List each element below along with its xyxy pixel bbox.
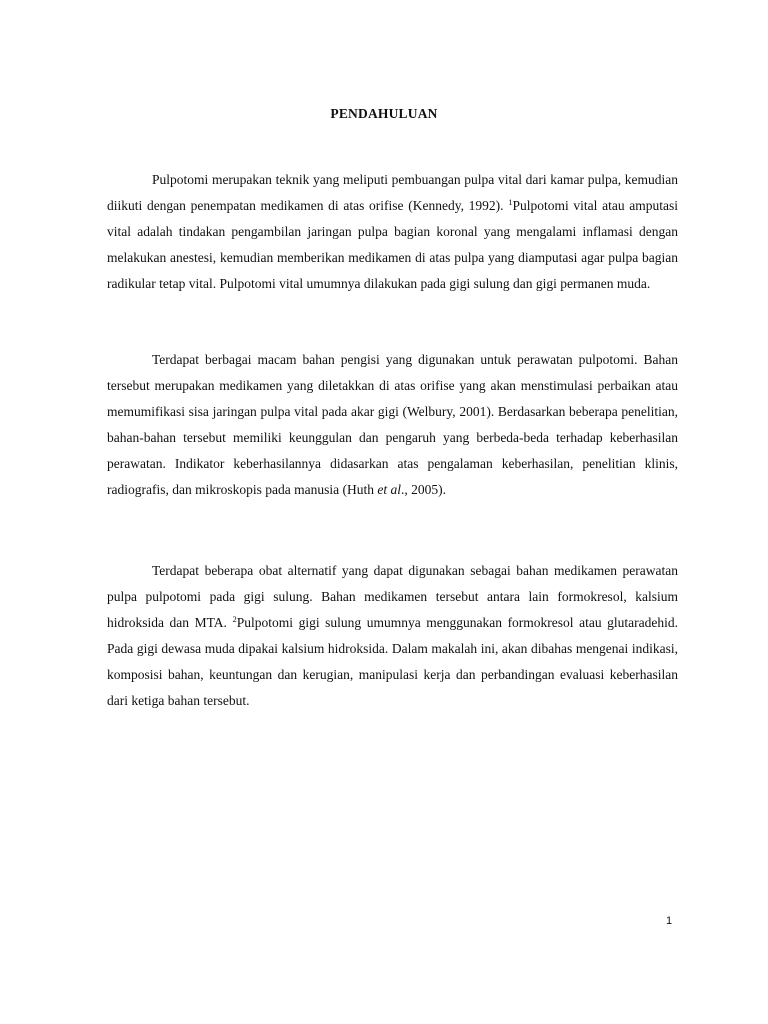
paragraph-1-text-a: Pulpotomi merupakan teknik yang meliputi pembuangan pulpa vital dari kamar pulpa, kemudian diikuti dengan penempatan medikamen di atas orifise (Kennedy, 1992). xyxy=(107,172,678,213)
reference-marker-1: 1 xyxy=(508,197,513,207)
paragraph-3 xyxy=(107,558,678,714)
paragraph-1-text-b: Pulpotomi vital atau amputasi vital adalah tindakan pengambilan jaringan pulpa bagian koronal yang mengalami inflamasi dengan melakukan anestesi, kemudian memberikan medikamen di atas pulpa yang diamputasi agar pulpa bagian radikular tetap vital. Pulpotomi vital umumnya dilakukan pada gigi sulung dan gigi permanen muda. xyxy=(107,198,678,291)
paragraph-2-text-b: ., 2005). xyxy=(400,482,446,497)
paragraph-2-text-a: Terdapat berbagai macam bahan pengisi yang digunakan untuk perawatan pulpotomi. Bahan tersebut merupakan medikamen yang diletakkan di atas orifise yang akan menstimulasi perbaikan atau memumifikasi sisa jaringan pulpa vital pada akar gigi (Welbury, 2001). Berdasarkan beberapa penelitian, bahan-bahan tersebut memiliki keunggulan dan pengaruh yang berbeda-beda terhadap keberhasilan perawatan. Indikator keberhasilannya didasarkan atas pengalaman keberhasilan, penelitian klinis, radiografis, dan mikroskopis pada manusia (Huth xyxy=(107,352,678,497)
paragraph-2 xyxy=(107,347,678,503)
paragraph-2-italic: et al xyxy=(377,482,401,497)
page-number: 1 xyxy=(666,915,673,927)
paragraph-3-text-a: Terdapat beberapa obat alternatif yang dapat digunakan sebagai bahan medikamen perawatan pulpa pulpotomi pada gigi sulung. Bahan medikamen tersebut antara lain formokresol, kalsium hidroksida dan MTA. xyxy=(107,563,678,630)
paragraph-3-text-b: Pulpotomi gigi sulung umumnya menggunakan formokresol atau glutaradehid. Pada gigi dewasa muda dipakai kalsium hidroksida. Dalam makalah ini, akan dibahas mengenai indikasi, komposisi bahan, keuntungan dan kerugian, manipulasi kerja dan perbandingan evaluasi keberhasilan dari ketiga bahan tersebut. xyxy=(107,615,679,708)
page-title: PENDAHULUAN xyxy=(330,106,438,121)
paragraph-1 xyxy=(107,167,678,297)
reference-marker-2: 2 xyxy=(232,614,237,624)
